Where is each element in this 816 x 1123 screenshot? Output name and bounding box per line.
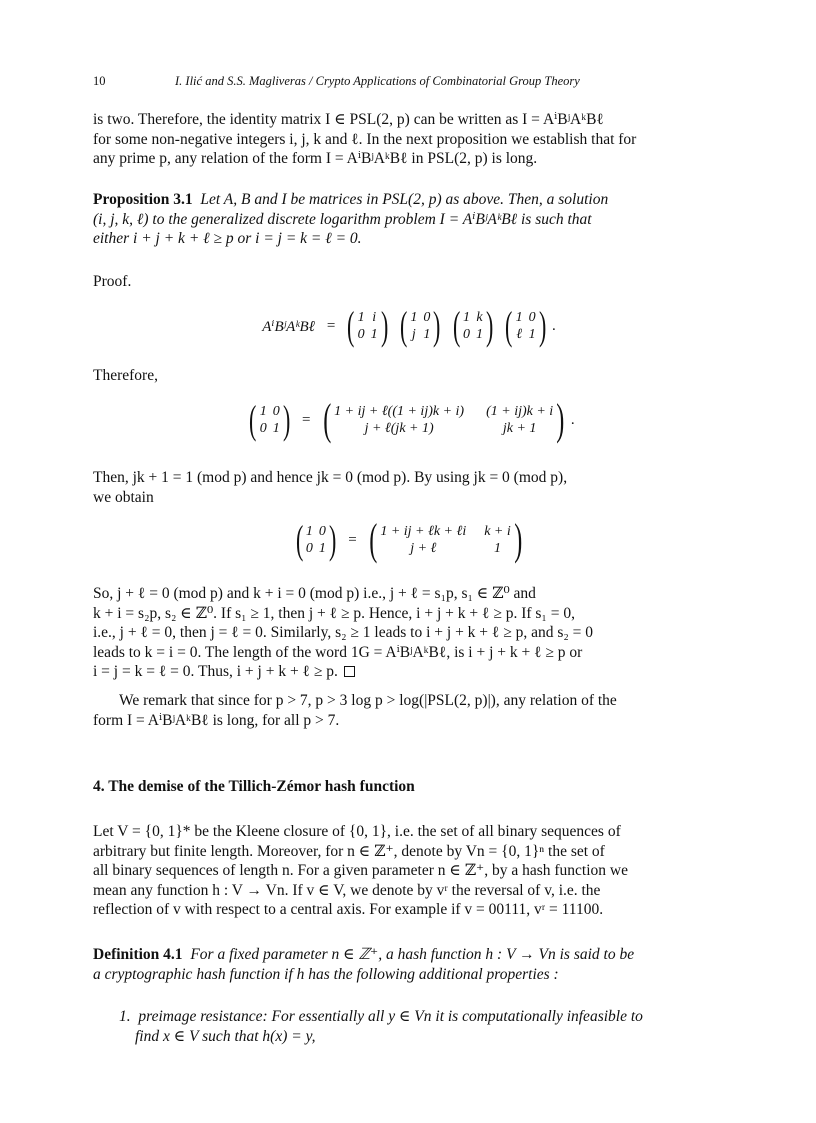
text-line: arbitrary but finite length. Moreover, for n ∈ ℤ⁺, denote by Vn = {0, 1}ⁿ the set of — [93, 842, 605, 860]
text-line: for some non-negative integers i, j, k and ℓ. In the next proposition we establish that for — [93, 130, 637, 148]
paragraph-definitions — [93, 822, 725, 920]
text-line: i = j = k = ℓ = 0. Thus, i + j + k + ℓ ≥ p. — [93, 663, 338, 680]
text-line: reflection of v with respect to a central axis. For example if v = 00111, vʳ = 11100. — [93, 901, 604, 918]
text-line: preimage resistance: For essentially all y ∈ Vn it is computationally infeasible to — [138, 1008, 643, 1025]
text-line: all binary sequences of length n. For a given parameter n ∈ ℤ⁺, by a hash function we — [93, 862, 628, 879]
text-line: we obtain — [93, 488, 154, 506]
reduced-matrix: ( 1 + ij + ℓk + ℓi k + i j + ℓ 1 ) — [368, 515, 523, 564]
identity-matrix: ( 1 0 0 1 ) — [249, 397, 291, 442]
paragraph-cases — [93, 584, 725, 682]
text-line: So, j + ℓ = 0 (mod p) and k + i = 0 (mod p) i.e., j + ℓ = s₁p, s₁ ∈ ℤ⁰ and — [93, 585, 536, 602]
proposition-label: Proposition 3.1 — [93, 191, 193, 208]
matrix-a-k: ( 1 k 0 1 ) — [452, 303, 494, 348]
page-number: 10 — [93, 74, 106, 88]
text-line: (i, j, k, ℓ) to the generalized discrete logarithm problem I = AⁱBʲAᵏBℓ is such that — [93, 210, 592, 228]
text-line: find x ∈ V such that h(x) = y, — [135, 1027, 316, 1045]
paragraph-remark — [93, 691, 725, 730]
product-matrix: ( 1 + ij + ℓ((1 + ij)k + i) (1 + ij)k + i j + ℓ(jk + 1) jk + 1 ) — [322, 395, 565, 444]
section-heading: 4. The demise of the Tillich-Zémor hash function — [93, 778, 415, 795]
definition-4-1 — [93, 945, 725, 984]
matrix-a-i: ( 1 i 0 1 ) — [347, 303, 389, 348]
matrix-b-j: ( 1 0 j 1 ) — [399, 303, 441, 348]
paragraph-mod — [93, 468, 725, 507]
equation-identity-expanded: ( 1 0 0 1 ) = ( 1 + ij + ℓ((1 + ij)k + i) (1 + ij)k + i j + ℓ(jk + 1) jk + 1 ) . — [93, 400, 725, 440]
qed-symbol — [344, 666, 355, 677]
text-line: We remark that since for p > 7, p > 3 log p > log(|PSL(2, p)|), any relation of the — [119, 692, 617, 709]
matrix-b-l: ( 1 0 ℓ 1 ) — [505, 303, 546, 348]
text-line: any prime p, any relation of the form I = AⁱBʲAᵏBℓ in PSL(2, p) is long. — [93, 150, 538, 167]
list-number: 1. — [119, 1008, 131, 1025]
running-title: I. Ilić and S.S. Magliveras / Crypto Applications of Combinatorial Group Theory — [175, 74, 580, 88]
list-item — [119, 1007, 725, 1046]
text-line: form I = AⁱBʲAᵏBℓ is long, for all p > 7. — [93, 711, 340, 729]
proof-label: Proof. — [93, 273, 132, 290]
text-line: either i + j + k + ℓ ≥ p or i = j = k = ℓ = 0. — [93, 230, 362, 247]
text-line: is two. Therefore, the identity matrix I ∈ PSL(2, p) can be written as I = AⁱBʲAᵏBℓ — [93, 111, 604, 128]
equation-product: AⁱBʲAᵏBℓ = ( 1 i 0 1 ) ( 1 0 j 1 ) ( 1 k 0 1 ) ( 1 0 ℓ 1 ) . — [262, 303, 556, 348]
equation-lhs: AⁱBʲAᵏBℓ — [262, 318, 315, 335]
definition-label: Definition 4.1 — [93, 946, 183, 963]
text-line: mean any function h : V → Vn. If v ∈ V, we denote by vʳ the reversal of v, i.e. the — [93, 881, 601, 899]
equation-reduced: ( 1 0 0 1 ) = ( 1 + ij + ℓk + ℓi k + i j + ℓ 1 ) — [93, 520, 725, 560]
text-line: For a fixed parameter n ∈ ℤ⁺, a hash function h : V → Vn is said to be — [190, 946, 635, 963]
text-line: Then, jk + 1 = 1 (mod p) and hence jk = 0 (mod p). By using jk = 0 (mod p), — [93, 469, 568, 486]
text-line: k + i = s₂p, s₂ ∈ ℤ⁰. If s₁ ≥ 1, then j + ℓ ≥ p. Hence, i + j + k + ℓ ≥ p. If s₁ = 0, — [93, 604, 575, 622]
text-line: Let A, B and I be matrices in PSL(2, p) as above. Then, a solution — [200, 191, 609, 208]
paragraph-intro — [93, 110, 725, 169]
text-line: i.e., j + ℓ = 0, then j = ℓ = 0. Similarly, s₂ ≥ 1 leads to i + j + k + ℓ ≥ p, and s₂ = 0 — [93, 624, 594, 641]
text-line: leads to k = i = 0. The length of the word 1G = AⁱBʲAᵏBℓ, is i + j + k + ℓ ≥ p or — [93, 643, 583, 661]
therefore-label: Therefore, — [93, 367, 158, 384]
identity-matrix: ( 1 0 0 1 ) — [295, 517, 337, 562]
text-line: Let V = {0, 1}* be the Kleene closure of {0, 1}, i.e. the set of all binary sequences of — [93, 823, 621, 840]
proposition-3-1 — [93, 190, 725, 249]
text-line: a cryptographic hash function if h has the following additional properties : — [93, 965, 559, 983]
